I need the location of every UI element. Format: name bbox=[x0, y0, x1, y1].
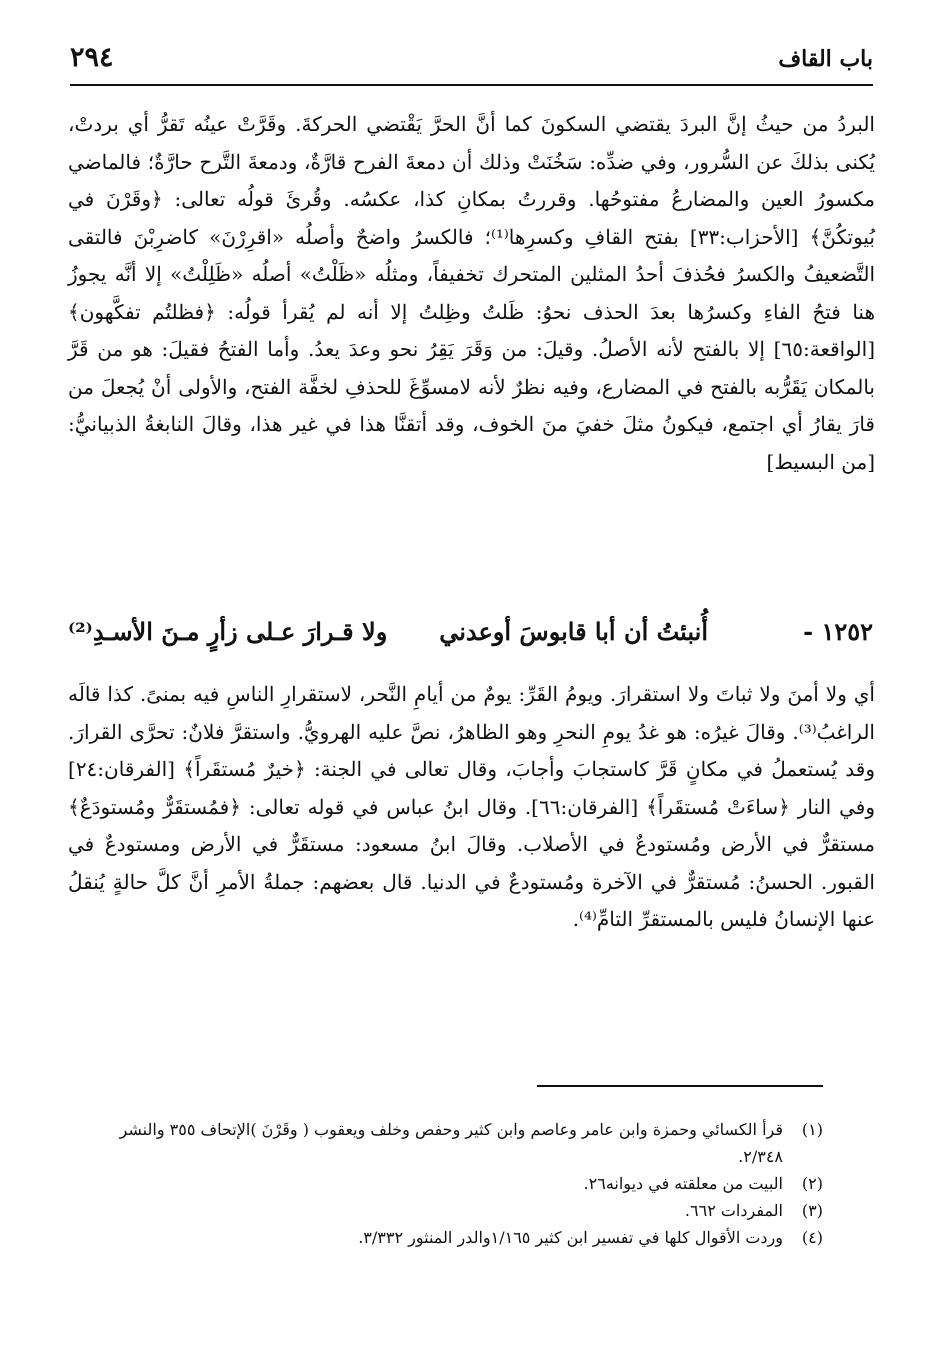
main-text-top bbox=[68, 106, 875, 481]
verse-second-hemistich: ولا قـرارَ عـلى زأرٍ مـنَ الأسـدِ⁽²⁾ bbox=[68, 617, 388, 646]
body-paragraph-2: أي ولا أمنَ ولا ثباتَ ولا استقرارَ. ويومُ القَرِّ: يومٌ من أيامِ النَّحر، لاستقرارِ الناسِ فيه بمنىً. كذا قالَه الراغبُ⁽³⁾. وقالَ غيرُه: هو غدُ يومِ النحرِ وهو الظاهرُ، نصَّ عليه الهرويُّ. واستقرَّ فلانٌ: تحرَّى القرارَ. وقد يُستعملُ في مكانٍ قَرَّ كاستجابَ وأجابَ، وقال تعالى في الجنة: ﴿خيرٌ مُستقَراً﴾ [الفرقان:٢٤] وفي النار ﴿ساءَتْ مُستقَراً﴾ [الفرقان:٦٦]. وقال ابنُ عباس في قوله تعالى: ﴿فمُستقَرٌّ ومُستودَعٌ﴾ مستقرٌّ في الأرض ومُستودعٌ في الأصلاب. وقالَ ابنُ مسعود: مستقَرٌّ في الأرض ومستودعٌ في القبور. الحسنُ: مُستقرٌّ في الآخرة ومُستودعٌ في الدنيا. قال بعضهم: جملةُ الأمرِ أنَّ كلَّ حالةٍ يُنقلُ عنها الإنسانُ فليس بالمستقرِّ التامِّ⁽⁴⁾. bbox=[68, 682, 875, 931]
footnote-mark: (٢) bbox=[801, 1174, 823, 1193]
poetry-verse bbox=[68, 611, 873, 661]
chapter-title: باب القاف bbox=[778, 46, 873, 72]
main-text-bottom bbox=[68, 676, 875, 939]
footnote-item bbox=[78, 1116, 823, 1170]
body-paragraph-1: البردُ من حيثُ إنَّ البردَ يقتضي السكونَ كما أنَّ الحرَّ يَقْتضي الحركةَ. وقَرَّتْ عينُه تَقرُّ أي بردتْ، يُكنى بذلكَ عن السُّرور، وفي ضدِّه: سَخُنَتْ وذلك أن دمعةَ الفرح قارَّةٌ، ودمعةَ التَّرح حارَّةٌ؛ فالماضي مكسورُ العين والمضارعُ مفتوحُها. وقررتُ بمكانِ كذا، عكسُه. وقُرئَ قولُه تعالى: ﴿وقَرْنَ في بُيوتكُنَّ﴾ [الأحزاب:٣٣] بفتح القافِ وكسرِها⁽¹⁾؛ فالكسرُ واضحٌ وأصلُه «اقرِرْنَ» كاضرِبْنَ فالتقى التَّضعيفُ والكسرُ فحُذفَ أحدُ المثلين المتحرك تخفيفاً، ومثلُه «ظَلْتُ» أصلُه «ظَلِلْتُ» إلا أنَّه يجوزُ هنا فتحُ الفاءِ وكسرُها بعدَ الحذف نحوُ: ظَلتُ وظِلتُ إلا أنه لم يُقرأ قولُه: ﴿فظلتُم تفكَّهون﴾ [الواقعة:٦٥] إلا بالفتح لأنه الأصلُ. وقيلَ: من وَقَرَ يَقِرُ نحو وعدَ يعدُ. وأما الفتحُ فقيلَ: هو من قَرَّ بالمكان يَقَرُّبه بالفتح في المضارع، وفيه نظرٌ لأنه لامسوِّغَ للحذفِ لخفَّة الفتح، والأولى أنْ يُجعلَ من قارَ يقارُ أي اجتمع، فيكونُ مثلَ خفيَ منَ الخوف، وقد أتقنَّا هذا في غير هذا، وقالَ النابغةُ الذبيانيُّ: [من البسيط] bbox=[68, 112, 875, 474]
footnote-item bbox=[78, 1224, 823, 1251]
footnotes bbox=[78, 1116, 823, 1251]
footnote-mark: (٣) bbox=[801, 1201, 823, 1220]
verse-number: ١٢٥٢ - bbox=[803, 617, 873, 646]
footnote-text: البيت من معلقته في ديوانه٢٦. bbox=[583, 1174, 783, 1193]
footnote-text: المفردات ٦٦٢. bbox=[684, 1201, 783, 1220]
footnote-item bbox=[78, 1197, 823, 1224]
header-divider bbox=[70, 84, 873, 86]
footnote-text: وردت الأقوال كلها في تفسير ابن كثير ١/١٦٥والدر المنثور ٣/٣٣٢. bbox=[358, 1228, 783, 1247]
page-number: ٢٩٤ bbox=[70, 42, 114, 73]
footnote-item bbox=[78, 1170, 823, 1197]
footnote-divider bbox=[537, 1085, 823, 1087]
page-header bbox=[70, 40, 873, 82]
footnote-text: قرأ الكسائي وحمزة وابن عامر وعاصم وابن كثير وحفص وخلف ويعقوب ( وقَرْنَ )الإتحاف ٣٥٥ والنشر ٢/٣٤٨. bbox=[119, 1120, 783, 1166]
verse-first-hemistich: أُنبئتُ أن أبا قابوسَ أوعدني bbox=[439, 617, 708, 646]
footnote-mark: (٤) bbox=[801, 1228, 823, 1247]
footnote-mark: (١) bbox=[801, 1120, 823, 1139]
